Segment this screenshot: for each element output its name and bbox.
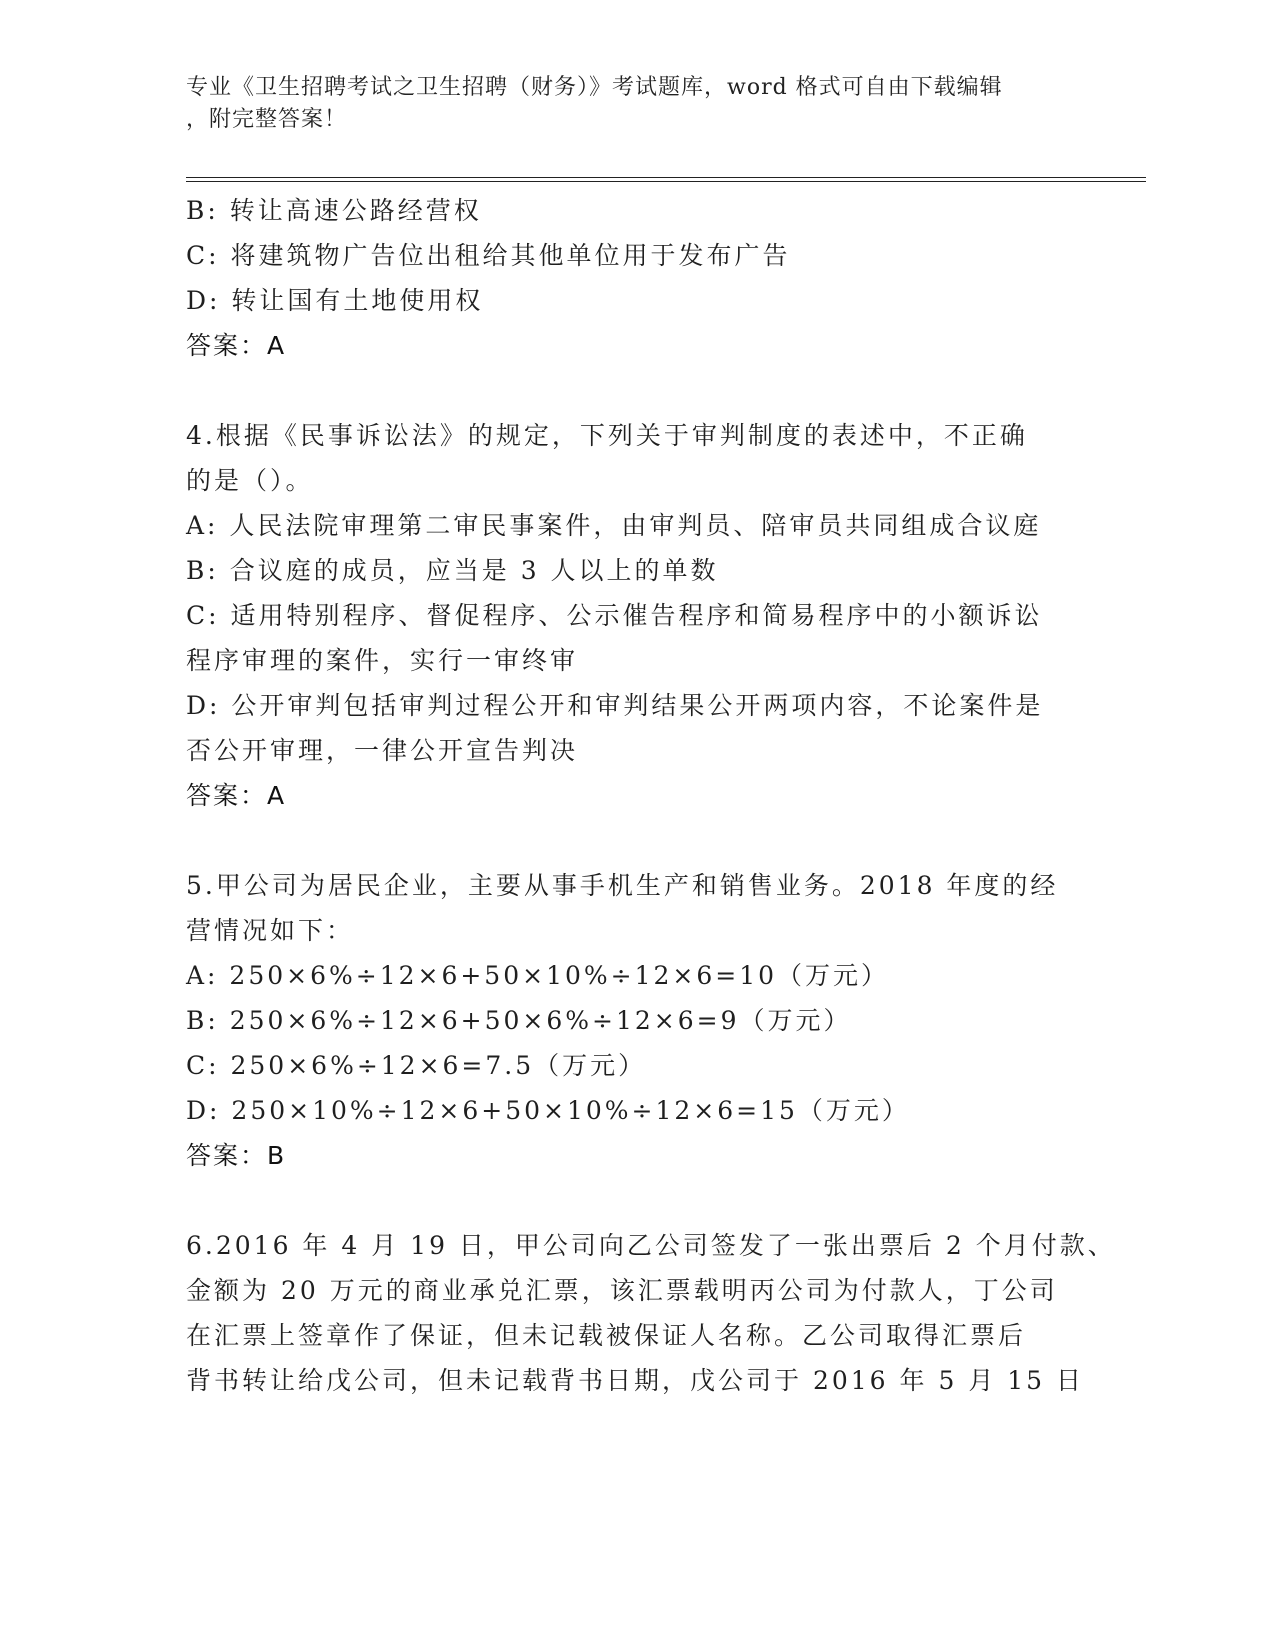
spacer [186,368,1086,413]
question-6 [186,1223,1116,1403]
spacer [186,1178,1086,1223]
q4-option-a: A: 人民法院审理第二审民事案件，由审判员、陪审员共同组成合议庭 [186,511,1042,540]
q5-option-b: B: 250×6%÷12×6+50×6%÷12×6=9（万元） [186,1006,852,1035]
q6-stem-line-1: 6.2016 年 4 月 19 日，甲公司向乙公司签发了一张出票后 2 个月付款、 [186,1231,1116,1260]
q5-option-c: C: 250×6%÷12×6=7.5（万元） [186,1051,647,1080]
question-5 [186,863,1086,1178]
header-line-1: 专业《卫生招聘考试之卫生招聘（财务）》考试题库，word 格式可自由下载编辑 [186,75,1003,100]
q5-answer: 答案：B [186,1141,287,1170]
q4-stem-line-2: 的是（）。 [186,466,314,495]
q4-answer: 答案：A [186,781,287,810]
q4-option-b: B: 合议庭的成员，应当是 3 人以上的单数 [186,556,719,585]
document-header [186,72,1066,136]
q6-stem-line-2: 金额为 20 万元的商业承兑汇票，该汇票载明丙公司为付款人，丁公司 [186,1276,1058,1305]
q5-stem-line-1: 5.甲公司为居民企业，主要从事手机生产和销售业务。2018 年度的经 [186,871,1059,900]
spacer [186,818,1086,863]
document-body [186,188,1116,1403]
header-line-2: ，附完整答案！ [186,107,348,132]
q5-option-d: D: 250×10%÷12×6+50×10%÷12×6=15（万元） [186,1096,910,1125]
q4-option-d-line-2: 否公开审理，一律公开宣告判决 [186,736,579,765]
q3-option-d: D: 转让国有土地使用权 [186,286,484,315]
q3-answer: 答案：A [186,331,287,360]
q4-option-c-line-2: 程序审理的案件，实行一审终审 [186,646,579,675]
header-divider-bottom [186,181,1146,182]
q4-option-c-line-1: C: 适用特别程序、督促程序、公示催告程序和简易程序中的小额诉讼 [186,601,1043,630]
header-divider-top [186,177,1146,178]
q3-option-b: B: 转让高速公路经营权 [186,196,482,225]
q6-stem-line-3: 在汇票上签章作了保证，但未记载被保证人名称。乙公司取得汇票后 [186,1321,1027,1350]
question-3-continued [186,188,1086,368]
q5-stem-line-2: 营情况如下： [186,916,355,945]
q4-stem-line-1: 4.根据《民事诉讼法》的规定，下列关于审判制度的表述中，不正确 [186,421,1028,450]
q4-option-d-line-1: D: 公开审判包括审判过程公开和审判结果公开两项内容，不论案件是 [186,691,1044,720]
q6-stem-line-4: 背书转让给戊公司，但未记载背书日期，戊公司于 2016 年 5 月 15 日 [186,1366,1085,1395]
q5-option-a: A: 250×6%÷12×6+50×10%÷12×6=10（万元） [186,961,890,990]
question-4 [186,413,1086,818]
q3-option-c: C: 将建筑物广告位出租给其他单位用于发布广告 [186,241,791,270]
